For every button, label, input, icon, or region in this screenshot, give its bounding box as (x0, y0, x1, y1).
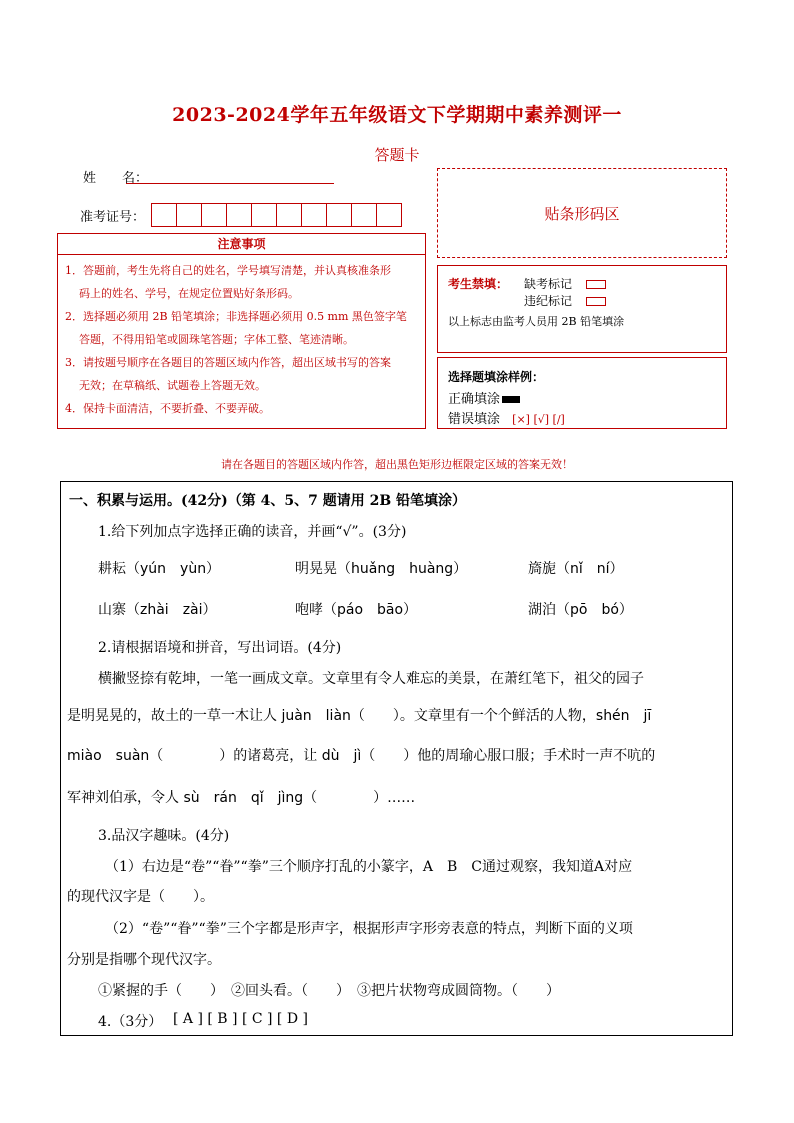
q1-option[interactable]: 咆哮（páo bāo） (295, 602, 418, 618)
notice-line: 2．选择题必须用 2B 铅笔填涂；非选择题必须用 0.5 mm 黑色签字笔 (65, 310, 407, 323)
notice-item (58, 259, 425, 305)
notice-line: 码上的姓名、学号，在规定位置贴好条形码。 (79, 287, 299, 300)
invigilator-marks-box (437, 265, 727, 353)
absent-mark-box[interactable] (586, 280, 606, 289)
notice-line: 1．答题前，考生先将自己的姓名，学号填写清楚，并认真核准条形 (65, 264, 391, 277)
barcode-label: 贴条形码区 (544, 204, 620, 223)
name-field[interactable] (126, 183, 334, 184)
q2-text-line: 是明晃晃的，故土的一草一木让人 juàn liàn（ ）。文章里有一个个鲜活的人物，shén jī (67, 708, 652, 724)
correct-label: 正确填涂 (448, 392, 501, 407)
q1-option[interactable]: 耕耘（yún yùn） (98, 561, 221, 577)
section-heading: 一、积累与运用。(42分)（第 4、5、7 题请用 2B 铅笔填涂） (69, 493, 467, 509)
area-warning: 请在各题目的答题区域内作答，超出黑色矩形边框限定区域的答案无效！ (221, 458, 573, 471)
id-label: 准考证号： (80, 210, 146, 225)
q3-text-line: 的现代汉字是（ ）。 (67, 889, 214, 905)
correct-sample-row (448, 388, 520, 407)
notice-item (58, 351, 425, 397)
id-digit-box[interactable] (226, 203, 252, 227)
id-digit-box[interactable] (201, 203, 227, 227)
id-digit-box[interactable] (301, 203, 327, 227)
q3-text-line: （2）“卷”“眷”“拳”三个字都是形声字，根据形声字形旁表意的特点，判断下面的义项 (105, 921, 633, 937)
id-digit-box[interactable] (251, 203, 277, 227)
id-digit-box[interactable] (326, 203, 352, 227)
violation-label: 违纪标记 (524, 294, 573, 308)
wrong-marks: [×] [√] [/] (512, 413, 565, 426)
q2-text-line: miào suàn（ ）的诸葛亮，让 dù jì（ ）他的周瑜心服口服；手术时一声不吭的 (67, 748, 656, 764)
fill-sample-box (437, 357, 727, 429)
q4-choice-options[interactable]: [ A ] [ B ] [ C ] [ D ] (173, 1011, 308, 1027)
forbid-note: 以上标志由监考人员用 2B 铅笔填涂 (448, 315, 625, 328)
filled-mark (502, 396, 520, 403)
q4-label: 4.（3分） (98, 1014, 163, 1030)
q1-option[interactable]: 旖旎（nǐ ní） (528, 561, 624, 577)
forbid-label: 考生禁填： (448, 277, 509, 291)
notice-title: 注意事项 (58, 234, 425, 255)
notice-line: 答题，不得用铅笔或圆珠笔答题；字体工整、笔迹清晰。 (79, 333, 354, 346)
q3-text-line: （1）右边是“卷”“眷”“拳”三个顺序打乱的小篆字，A B C通过观察，我知道A对应 (105, 859, 633, 875)
sample-title: 选择题填涂样例： (448, 370, 545, 384)
page-title: 2023-2024学年五年级语文下学期期中素养测评一 (172, 104, 622, 126)
violation-mark-box[interactable] (586, 297, 606, 306)
id-digit-box[interactable] (351, 203, 377, 227)
q1-prompt: 1.给下列加点字选择正确的读音，并画“√”。(3分) (98, 524, 407, 540)
section-1-answer-area (60, 481, 733, 1036)
notice-line: 4．保持卡面清洁，不要折叠、不要弄破。 (65, 402, 270, 415)
wrong-sample-row (448, 408, 565, 427)
notice-line: 无效；在草稿纸、试题卷上答题无效。 (79, 379, 266, 392)
page-subtitle: 答题卡 (374, 146, 420, 164)
id-digit-box[interactable] (376, 203, 402, 227)
id-digit-box[interactable] (176, 203, 202, 227)
q1-option[interactable]: 明晃晃（huǎng huàng） (295, 561, 468, 577)
barcode-area (437, 168, 727, 258)
id-digit-box[interactable] (276, 203, 302, 227)
violation-mark-row (524, 292, 606, 309)
q3-prompt: 3.品汉字趣味。(4分) (98, 828, 230, 844)
q2-prompt: 2.请根据语境和拼音，写出词语。(4分) (98, 640, 342, 656)
absent-mark-row (524, 275, 606, 292)
notice-box (57, 233, 426, 429)
absent-label: 缺考标记 (524, 277, 573, 291)
q1-option[interactable]: 湖泊（pō bó） (528, 602, 633, 618)
notice-item (58, 397, 425, 420)
id-digit-box[interactable] (151, 203, 177, 227)
q2-text-line: 军神刘伯承，令人 sù rán qǐ jìng（ ）…… (67, 790, 416, 806)
q1-option[interactable]: 山寨（zhài zài） (98, 602, 217, 618)
q3-text-line: ①紧握的手（ ） ②回头看。（ ） ③把片状物弯成圆筒物。（ ） (98, 983, 560, 999)
id-digit-boxes[interactable] (151, 203, 401, 227)
notice-item (58, 305, 425, 351)
q2-text-line: 横撇竖捺有乾坤，一笔一画成文章。文章里有令人难忘的美景，在萧红笔下，祖父的园子 (98, 671, 644, 687)
name-label: 姓 名： (83, 171, 149, 186)
q3-text-line: 分别是指哪个现代汉字。 (67, 952, 221, 968)
notice-line: 3．请按题号顺序在各题目的答题区域内作答，超出区域书写的答案 (65, 356, 391, 369)
wrong-label: 错误填涂 (448, 412, 501, 427)
